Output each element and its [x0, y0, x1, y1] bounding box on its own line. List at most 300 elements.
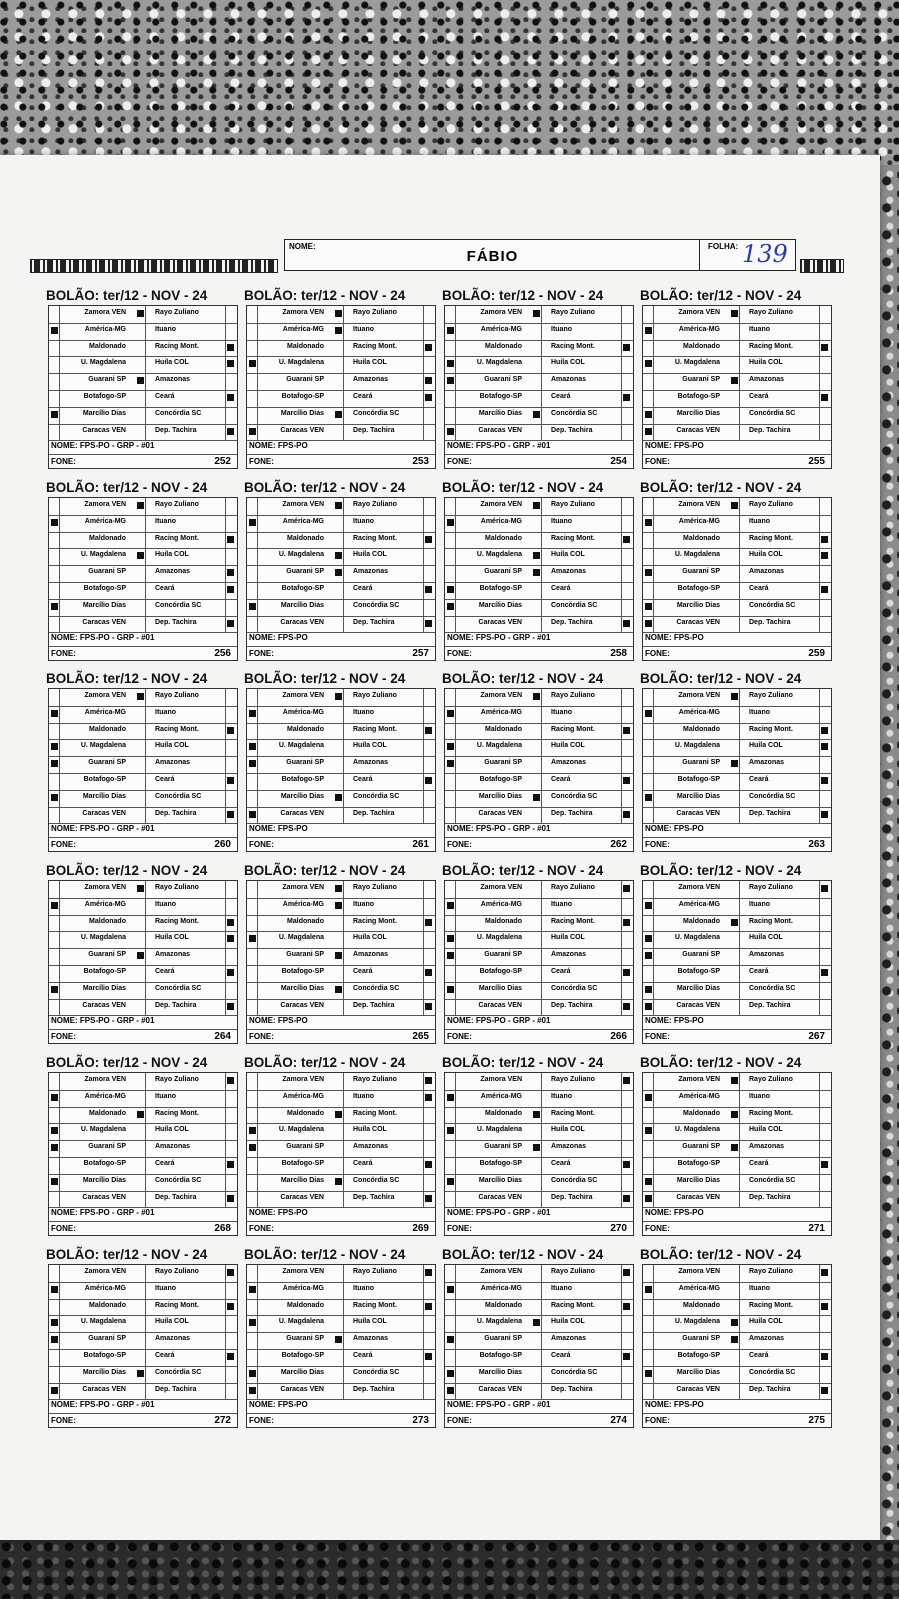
draw-mark[interactable] — [137, 1178, 144, 1185]
draw-mark[interactable] — [731, 586, 738, 593]
home-win-mark[interactable] — [645, 1111, 652, 1118]
home-win-mark[interactable] — [645, 1387, 652, 1394]
away-win-mark[interactable] — [821, 586, 828, 593]
home-win-mark[interactable] — [447, 1094, 454, 1101]
home-win-mark[interactable] — [447, 1269, 454, 1276]
away-win-mark[interactable] — [425, 986, 432, 993]
home-win-mark[interactable] — [447, 743, 454, 750]
draw-mark[interactable] — [335, 1353, 342, 1360]
away-win-mark[interactable] — [227, 777, 234, 784]
away-win-mark[interactable] — [425, 885, 432, 892]
home-win-mark[interactable] — [51, 502, 58, 509]
away-win-mark[interactable] — [623, 620, 630, 627]
home-win-mark[interactable] — [249, 693, 256, 700]
away-win-mark[interactable] — [227, 1269, 234, 1276]
home-win-mark[interactable] — [51, 777, 58, 784]
draw-mark[interactable] — [731, 1161, 738, 1168]
away-win-mark[interactable] — [227, 327, 234, 334]
away-win-mark[interactable] — [425, 1161, 432, 1168]
draw-mark[interactable] — [731, 760, 738, 767]
home-win-mark[interactable] — [249, 344, 256, 351]
away-win-mark[interactable] — [425, 552, 432, 559]
draw-mark[interactable] — [335, 902, 342, 909]
home-win-mark[interactable] — [645, 1336, 652, 1343]
draw-mark[interactable] — [137, 360, 144, 367]
draw-mark[interactable] — [731, 1003, 738, 1010]
draw-mark[interactable] — [533, 935, 540, 942]
away-win-mark[interactable] — [821, 394, 828, 401]
away-win-mark[interactable] — [425, 743, 432, 750]
draw-mark[interactable] — [335, 620, 342, 627]
draw-mark[interactable] — [335, 1178, 342, 1185]
away-win-mark[interactable] — [227, 952, 234, 959]
home-win-mark[interactable] — [447, 1336, 454, 1343]
home-win-mark[interactable] — [249, 1178, 256, 1185]
away-win-mark[interactable] — [227, 360, 234, 367]
draw-mark[interactable] — [533, 885, 540, 892]
away-win-mark[interactable] — [623, 1195, 630, 1202]
home-win-mark[interactable] — [645, 1077, 652, 1084]
draw-mark[interactable] — [731, 969, 738, 976]
away-win-mark[interactable] — [623, 394, 630, 401]
home-win-mark[interactable] — [447, 935, 454, 942]
draw-mark[interactable] — [335, 1269, 342, 1276]
home-win-mark[interactable] — [249, 536, 256, 543]
away-win-mark[interactable] — [623, 1003, 630, 1010]
away-win-mark[interactable] — [623, 693, 630, 700]
home-win-mark[interactable] — [447, 327, 454, 334]
away-win-mark[interactable] — [425, 794, 432, 801]
draw-mark[interactable] — [335, 811, 342, 818]
home-win-mark[interactable] — [645, 519, 652, 526]
home-win-mark[interactable] — [51, 344, 58, 351]
away-win-mark[interactable] — [425, 710, 432, 717]
away-win-mark[interactable] — [425, 1370, 432, 1377]
home-win-mark[interactable] — [249, 919, 256, 926]
draw-mark[interactable] — [137, 428, 144, 435]
away-win-mark[interactable] — [623, 969, 630, 976]
home-win-mark[interactable] — [645, 344, 652, 351]
home-win-mark[interactable] — [645, 620, 652, 627]
home-win-mark[interactable] — [249, 360, 256, 367]
draw-mark[interactable] — [137, 519, 144, 526]
draw-mark[interactable] — [137, 586, 144, 593]
home-win-mark[interactable] — [447, 693, 454, 700]
away-win-mark[interactable] — [425, 693, 432, 700]
draw-mark[interactable] — [335, 586, 342, 593]
away-win-mark[interactable] — [227, 1144, 234, 1151]
away-win-mark[interactable] — [227, 1003, 234, 1010]
away-win-mark[interactable] — [623, 360, 630, 367]
draw-mark[interactable] — [533, 502, 540, 509]
home-win-mark[interactable] — [51, 1077, 58, 1084]
home-win-mark[interactable] — [447, 1003, 454, 1010]
away-win-mark[interactable] — [227, 1319, 234, 1326]
draw-mark[interactable] — [335, 1127, 342, 1134]
draw-mark[interactable] — [731, 519, 738, 526]
home-win-mark[interactable] — [51, 1111, 58, 1118]
away-win-mark[interactable] — [227, 1303, 234, 1310]
draw-mark[interactable] — [137, 794, 144, 801]
draw-mark[interactable] — [533, 411, 540, 418]
home-win-mark[interactable] — [249, 794, 256, 801]
draw-mark[interactable] — [731, 710, 738, 717]
away-win-mark[interactable] — [425, 952, 432, 959]
draw-mark[interactable] — [533, 1003, 540, 1010]
home-win-mark[interactable] — [51, 986, 58, 993]
away-win-mark[interactable] — [623, 710, 630, 717]
home-win-mark[interactable] — [249, 902, 256, 909]
home-win-mark[interactable] — [447, 502, 454, 509]
draw-mark[interactable] — [731, 1111, 738, 1118]
draw-mark[interactable] — [731, 310, 738, 317]
home-win-mark[interactable] — [645, 902, 652, 909]
home-win-mark[interactable] — [447, 536, 454, 543]
home-win-mark[interactable] — [645, 1286, 652, 1293]
home-win-mark[interactable] — [645, 952, 652, 959]
home-win-mark[interactable] — [447, 811, 454, 818]
draw-mark[interactable] — [335, 760, 342, 767]
home-win-mark[interactable] — [645, 969, 652, 976]
away-win-mark[interactable] — [227, 394, 234, 401]
draw-mark[interactable] — [335, 1336, 342, 1343]
draw-mark[interactable] — [533, 519, 540, 526]
away-win-mark[interactable] — [425, 344, 432, 351]
away-win-mark[interactable] — [821, 1336, 828, 1343]
draw-mark[interactable] — [731, 502, 738, 509]
away-win-mark[interactable] — [623, 1144, 630, 1151]
home-win-mark[interactable] — [51, 710, 58, 717]
draw-mark[interactable] — [731, 620, 738, 627]
draw-mark[interactable] — [533, 1144, 540, 1151]
home-win-mark[interactable] — [249, 1319, 256, 1326]
home-win-mark[interactable] — [249, 760, 256, 767]
away-win-mark[interactable] — [425, 1286, 432, 1293]
home-win-mark[interactable] — [447, 885, 454, 892]
away-win-mark[interactable] — [623, 1286, 630, 1293]
draw-mark[interactable] — [533, 1336, 540, 1343]
draw-mark[interactable] — [731, 1353, 738, 1360]
away-win-mark[interactable] — [821, 411, 828, 418]
away-win-mark[interactable] — [623, 811, 630, 818]
away-win-mark[interactable] — [227, 1094, 234, 1101]
draw-mark[interactable] — [137, 1370, 144, 1377]
draw-mark[interactable] — [533, 986, 540, 993]
home-win-mark[interactable] — [51, 1353, 58, 1360]
draw-mark[interactable] — [731, 603, 738, 610]
draw-mark[interactable] — [731, 693, 738, 700]
away-win-mark[interactable] — [821, 377, 828, 384]
away-win-mark[interactable] — [821, 935, 828, 942]
draw-mark[interactable] — [533, 727, 540, 734]
draw-mark[interactable] — [533, 743, 540, 750]
away-win-mark[interactable] — [821, 428, 828, 435]
away-win-mark[interactable] — [821, 344, 828, 351]
home-win-mark[interactable] — [249, 1303, 256, 1310]
away-win-mark[interactable] — [227, 986, 234, 993]
draw-mark[interactable] — [137, 1303, 144, 1310]
draw-mark[interactable] — [731, 952, 738, 959]
home-win-mark[interactable] — [51, 1003, 58, 1010]
home-win-mark[interactable] — [249, 411, 256, 418]
away-win-mark[interactable] — [425, 394, 432, 401]
away-win-mark[interactable] — [425, 902, 432, 909]
home-win-mark[interactable] — [645, 811, 652, 818]
home-win-mark[interactable] — [645, 502, 652, 509]
draw-mark[interactable] — [137, 1094, 144, 1101]
away-win-mark[interactable] — [623, 935, 630, 942]
away-win-mark[interactable] — [821, 310, 828, 317]
away-win-mark[interactable] — [623, 1336, 630, 1343]
home-win-mark[interactable] — [447, 360, 454, 367]
away-win-mark[interactable] — [425, 536, 432, 543]
home-win-mark[interactable] — [51, 969, 58, 976]
draw-mark[interactable] — [137, 1161, 144, 1168]
home-win-mark[interactable] — [645, 1144, 652, 1151]
draw-mark[interactable] — [335, 1077, 342, 1084]
home-win-mark[interactable] — [645, 760, 652, 767]
away-win-mark[interactable] — [227, 1111, 234, 1118]
home-win-mark[interactable] — [51, 1303, 58, 1310]
draw-mark[interactable] — [335, 1387, 342, 1394]
away-win-mark[interactable] — [227, 502, 234, 509]
away-win-mark[interactable] — [821, 1077, 828, 1084]
home-win-mark[interactable] — [51, 394, 58, 401]
draw-mark[interactable] — [533, 710, 540, 717]
away-win-mark[interactable] — [623, 743, 630, 750]
away-win-mark[interactable] — [821, 710, 828, 717]
home-win-mark[interactable] — [51, 1178, 58, 1185]
home-win-mark[interactable] — [447, 1127, 454, 1134]
home-win-mark[interactable] — [249, 1370, 256, 1377]
away-win-mark[interactable] — [425, 1127, 432, 1134]
draw-mark[interactable] — [137, 935, 144, 942]
home-win-mark[interactable] — [447, 1178, 454, 1185]
away-win-mark[interactable] — [623, 952, 630, 959]
away-win-mark[interactable] — [425, 1003, 432, 1010]
draw-mark[interactable] — [731, 1319, 738, 1326]
draw-mark[interactable] — [335, 919, 342, 926]
draw-mark[interactable] — [533, 569, 540, 576]
draw-mark[interactable] — [335, 569, 342, 576]
away-win-mark[interactable] — [821, 1319, 828, 1326]
away-win-mark[interactable] — [227, 1077, 234, 1084]
draw-mark[interactable] — [335, 952, 342, 959]
home-win-mark[interactable] — [447, 1370, 454, 1377]
draw-mark[interactable] — [731, 411, 738, 418]
away-win-mark[interactable] — [227, 411, 234, 418]
draw-mark[interactable] — [137, 693, 144, 700]
away-win-mark[interactable] — [425, 1178, 432, 1185]
home-win-mark[interactable] — [249, 935, 256, 942]
away-win-mark[interactable] — [425, 1319, 432, 1326]
home-win-mark[interactable] — [645, 586, 652, 593]
draw-mark[interactable] — [335, 777, 342, 784]
home-win-mark[interactable] — [645, 603, 652, 610]
away-win-mark[interactable] — [623, 902, 630, 909]
draw-mark[interactable] — [731, 1303, 738, 1310]
away-win-mark[interactable] — [821, 1387, 828, 1394]
home-win-mark[interactable] — [645, 1161, 652, 1168]
home-win-mark[interactable] — [249, 1336, 256, 1343]
away-win-mark[interactable] — [227, 519, 234, 526]
draw-mark[interactable] — [137, 502, 144, 509]
draw-mark[interactable] — [731, 919, 738, 926]
home-win-mark[interactable] — [51, 1094, 58, 1101]
home-win-mark[interactable] — [447, 344, 454, 351]
draw-mark[interactable] — [335, 986, 342, 993]
away-win-mark[interactable] — [425, 1111, 432, 1118]
home-win-mark[interactable] — [447, 760, 454, 767]
away-win-mark[interactable] — [227, 902, 234, 909]
home-win-mark[interactable] — [447, 794, 454, 801]
draw-mark[interactable] — [137, 1144, 144, 1151]
away-win-mark[interactable] — [821, 1286, 828, 1293]
draw-mark[interactable] — [335, 428, 342, 435]
home-win-mark[interactable] — [447, 1353, 454, 1360]
draw-mark[interactable] — [533, 1178, 540, 1185]
home-win-mark[interactable] — [447, 727, 454, 734]
home-win-mark[interactable] — [51, 377, 58, 384]
home-win-mark[interactable] — [51, 1161, 58, 1168]
home-win-mark[interactable] — [447, 1195, 454, 1202]
draw-mark[interactable] — [335, 1319, 342, 1326]
home-win-mark[interactable] — [447, 310, 454, 317]
draw-mark[interactable] — [533, 536, 540, 543]
home-win-mark[interactable] — [249, 710, 256, 717]
draw-mark[interactable] — [137, 603, 144, 610]
home-win-mark[interactable] — [51, 952, 58, 959]
away-win-mark[interactable] — [623, 1127, 630, 1134]
away-win-mark[interactable] — [425, 1303, 432, 1310]
away-win-mark[interactable] — [227, 536, 234, 543]
away-win-mark[interactable] — [821, 502, 828, 509]
away-win-mark[interactable] — [425, 1353, 432, 1360]
home-win-mark[interactable] — [51, 1195, 58, 1202]
home-win-mark[interactable] — [51, 327, 58, 334]
away-win-mark[interactable] — [425, 519, 432, 526]
draw-mark[interactable] — [533, 1353, 540, 1360]
home-win-mark[interactable] — [447, 394, 454, 401]
home-win-mark[interactable] — [645, 885, 652, 892]
draw-mark[interactable] — [335, 394, 342, 401]
away-win-mark[interactable] — [821, 1269, 828, 1276]
draw-mark[interactable] — [335, 1370, 342, 1377]
home-win-mark[interactable] — [249, 1094, 256, 1101]
away-win-mark[interactable] — [623, 885, 630, 892]
home-win-mark[interactable] — [51, 536, 58, 543]
away-win-mark[interactable] — [821, 1353, 828, 1360]
away-win-mark[interactable] — [623, 1111, 630, 1118]
home-win-mark[interactable] — [447, 411, 454, 418]
draw-mark[interactable] — [335, 552, 342, 559]
draw-mark[interactable] — [731, 1370, 738, 1377]
home-win-mark[interactable] — [249, 777, 256, 784]
home-win-mark[interactable] — [447, 952, 454, 959]
draw-mark[interactable] — [533, 310, 540, 317]
away-win-mark[interactable] — [623, 1161, 630, 1168]
home-win-mark[interactable] — [645, 919, 652, 926]
away-win-mark[interactable] — [227, 919, 234, 926]
home-win-mark[interactable] — [249, 310, 256, 317]
draw-mark[interactable] — [533, 586, 540, 593]
home-win-mark[interactable] — [645, 1303, 652, 1310]
draw-mark[interactable] — [137, 620, 144, 627]
draw-mark[interactable] — [533, 1319, 540, 1326]
home-win-mark[interactable] — [51, 360, 58, 367]
home-win-mark[interactable] — [249, 986, 256, 993]
away-win-mark[interactable] — [623, 777, 630, 784]
draw-mark[interactable] — [731, 1094, 738, 1101]
home-win-mark[interactable] — [447, 1303, 454, 1310]
away-win-mark[interactable] — [821, 1144, 828, 1151]
home-win-mark[interactable] — [51, 902, 58, 909]
draw-mark[interactable] — [137, 394, 144, 401]
home-win-mark[interactable] — [51, 727, 58, 734]
away-win-mark[interactable] — [623, 377, 630, 384]
away-win-mark[interactable] — [425, 1269, 432, 1276]
home-win-mark[interactable] — [249, 586, 256, 593]
draw-mark[interactable] — [137, 1286, 144, 1293]
draw-mark[interactable] — [335, 360, 342, 367]
draw-mark[interactable] — [335, 693, 342, 700]
away-win-mark[interactable] — [227, 552, 234, 559]
home-win-mark[interactable] — [447, 710, 454, 717]
away-win-mark[interactable] — [623, 794, 630, 801]
away-win-mark[interactable] — [227, 1370, 234, 1377]
home-win-mark[interactable] — [249, 1111, 256, 1118]
away-win-mark[interactable] — [821, 727, 828, 734]
home-win-mark[interactable] — [51, 1286, 58, 1293]
draw-mark[interactable] — [137, 1353, 144, 1360]
home-win-mark[interactable] — [249, 969, 256, 976]
away-win-mark[interactable] — [623, 411, 630, 418]
away-win-mark[interactable] — [425, 428, 432, 435]
draw-mark[interactable] — [335, 743, 342, 750]
home-win-mark[interactable] — [249, 952, 256, 959]
away-win-mark[interactable] — [821, 902, 828, 909]
home-win-mark[interactable] — [51, 794, 58, 801]
draw-mark[interactable] — [533, 1286, 540, 1293]
draw-mark[interactable] — [731, 552, 738, 559]
draw-mark[interactable] — [335, 794, 342, 801]
home-win-mark[interactable] — [645, 1003, 652, 1010]
draw-mark[interactable] — [137, 1195, 144, 1202]
home-win-mark[interactable] — [447, 919, 454, 926]
draw-mark[interactable] — [137, 777, 144, 784]
away-win-mark[interactable] — [425, 360, 432, 367]
away-win-mark[interactable] — [425, 811, 432, 818]
home-win-mark[interactable] — [447, 902, 454, 909]
draw-mark[interactable] — [335, 519, 342, 526]
draw-mark[interactable] — [137, 1127, 144, 1134]
home-win-mark[interactable] — [447, 519, 454, 526]
away-win-mark[interactable] — [821, 536, 828, 543]
home-win-mark[interactable] — [645, 1319, 652, 1326]
draw-mark[interactable] — [335, 1161, 342, 1168]
draw-mark[interactable] — [137, 902, 144, 909]
draw-mark[interactable] — [137, 760, 144, 767]
home-win-mark[interactable] — [645, 1353, 652, 1360]
away-win-mark[interactable] — [227, 586, 234, 593]
home-win-mark[interactable] — [447, 569, 454, 576]
away-win-mark[interactable] — [623, 1094, 630, 1101]
away-win-mark[interactable] — [821, 569, 828, 576]
home-win-mark[interactable] — [51, 1127, 58, 1134]
away-win-mark[interactable] — [227, 310, 234, 317]
draw-mark[interactable] — [137, 1269, 144, 1276]
away-win-mark[interactable] — [821, 603, 828, 610]
